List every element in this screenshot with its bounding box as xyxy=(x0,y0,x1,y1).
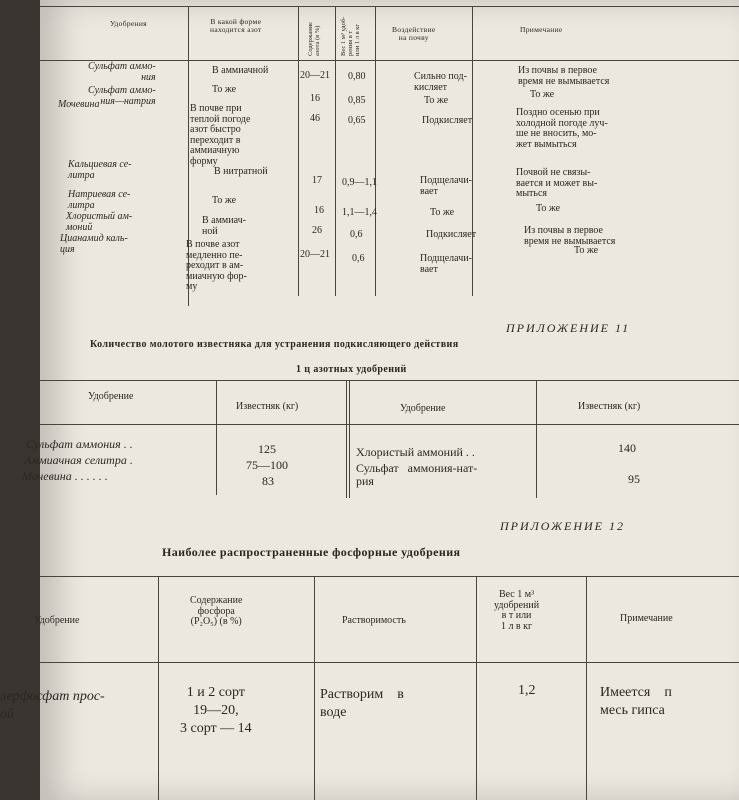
row1-effect: Сильно под- кисляет xyxy=(414,71,467,93)
header-effect: Воздействие на почву xyxy=(392,25,436,42)
a11-left-name-1: Сульфат аммония . . xyxy=(26,437,133,451)
a11-right-name-2: Сульфат аммония-нат- рия xyxy=(356,461,478,488)
row6-effect: Подкисляет xyxy=(426,229,477,240)
a12-header-weight: Вес 1 м³ удобрений в т или 1 л в кг xyxy=(494,589,540,632)
row4-note: Почвой не связы- вается и может вы- мыться xyxy=(516,167,598,199)
a11-left-name-3: Мочевина . . . . . . xyxy=(22,469,108,483)
row3-form: В почве при теплой погоде азот быстро переходит в аммиачную форму xyxy=(190,103,251,167)
header-form: В какой форме находится азот xyxy=(210,17,262,34)
a11-header-lime-right: Известняк (кг) xyxy=(578,401,641,412)
a12-row1-note: Имеется п месь гипса xyxy=(600,685,672,718)
appendix-12-title: Наиболее распространенные фосфорные удобрения xyxy=(162,545,461,559)
header-weight: Вес 1 м³ удоб- рения в т или 1 л в кг xyxy=(340,16,361,56)
row6-content: 26 xyxy=(312,225,322,236)
a11-header-fertilizer-left: Удобрение xyxy=(88,391,134,402)
row4-content: 17 xyxy=(312,175,322,186)
row1-content: 20—21 xyxy=(300,70,330,81)
a12-header-content: Содержание фосфора (P₂O₅) (в %) xyxy=(190,595,243,627)
row5-effect: То же xyxy=(430,207,455,218)
a12-row1-content: 1 и 2 сорт 19—20, 3 сорт — 14 xyxy=(180,685,252,737)
row7-note: То же xyxy=(574,245,599,256)
row7-content: 20—21 xyxy=(300,249,330,260)
row4-form: В нитратной xyxy=(214,166,268,177)
row3-effect: Подкисляет xyxy=(422,115,473,126)
row7-weight: 0,6 xyxy=(352,253,365,264)
row5-name: Натриевая се- литра xyxy=(68,189,131,211)
a12-header-fertilizer: Удобрение xyxy=(34,615,80,626)
a11-header-fertilizer-right: Удобрение xyxy=(400,403,446,414)
appendix-11-title-line2: 1 ц азотных удобрений xyxy=(296,364,407,375)
row6-note: Из почвы в первое время не вымывается xyxy=(524,225,616,247)
header-note: Примечание xyxy=(520,25,563,34)
row6-name: Хлористый ам- моний xyxy=(66,211,133,233)
appendix-11-label: ПРИЛОЖЕНИЕ 11 xyxy=(506,321,631,335)
row7-form: В почве азот медленно пе- реходит в ам- миачную фор- му xyxy=(186,239,247,292)
a12-row1-name: лерфосфат прос- ой xyxy=(0,689,105,722)
header-content: Содержание азота (в %) xyxy=(307,21,321,56)
row3-note: Поздно осенью при холодной погоде луч- ше не вносить, мо- жет вымыться xyxy=(516,107,608,150)
a12-header-solubility: Растворимость xyxy=(342,615,406,626)
header-fertilizer: Удобрения xyxy=(110,19,147,28)
row4-weight: 0,9—1,1 xyxy=(342,177,377,188)
row5-note: То же xyxy=(536,203,561,214)
a12-header-note: Примечание xyxy=(620,613,673,624)
row3-name: Мочевина xyxy=(58,99,100,110)
row7-effect: Подщелачи- вает xyxy=(420,253,472,275)
row5-content: 16 xyxy=(314,205,324,216)
row2-name: Сульфат аммо- ния—натрия xyxy=(88,85,156,107)
row7-name: Цианамид каль- ция xyxy=(60,233,128,255)
row1-weight: 0,80 xyxy=(348,71,366,82)
row1-name: Сульфат аммо- ния xyxy=(88,61,156,83)
row2-effect: То же xyxy=(424,95,449,106)
row4-effect: Подщелачи- вает xyxy=(420,175,472,197)
row2-content: 16 xyxy=(310,93,320,104)
appendix-12-label: ПРИЛОЖЕНИЕ 12 xyxy=(500,519,625,533)
a11-left-value-3: 83 xyxy=(262,474,274,488)
row3-weight: 0,65 xyxy=(348,115,366,126)
row2-note: То же xyxy=(530,89,555,100)
row3-content: 46 xyxy=(310,113,320,124)
a11-right-name-1: Хлористый аммоний . . xyxy=(356,445,475,459)
a12-row1-weight: 1,2 xyxy=(518,683,536,698)
a11-right-value-2: 95 xyxy=(628,472,640,486)
row4-name: Кальциевая се- литра xyxy=(68,159,132,181)
row5-form: То же xyxy=(212,195,237,206)
a11-right-value-1: 140 xyxy=(618,441,636,455)
a11-header-lime-left: Известняк (кг) xyxy=(236,401,299,412)
a12-row1-solubility: Растворим в воде xyxy=(320,687,404,721)
a11-left-name-2: Аммиачная селитра . xyxy=(24,453,133,467)
row6-form: В аммиач- ной xyxy=(202,215,247,237)
row1-form: В аммиачной xyxy=(212,65,269,76)
row2-form: То же xyxy=(212,84,237,95)
appendix-11-title-line1: Количество молотого известняка для устранения подкисляющего действия xyxy=(90,339,459,350)
row1-note: Из почвы в первое время не вымывается xyxy=(518,65,610,87)
a11-left-value-2: 75—100 xyxy=(246,458,288,472)
row6-weight: 0,6 xyxy=(350,229,363,240)
row2-weight: 0,85 xyxy=(348,95,366,106)
row5-weight: 1,1—1,4 xyxy=(342,207,377,218)
a11-left-value-1: 125 xyxy=(258,442,276,456)
